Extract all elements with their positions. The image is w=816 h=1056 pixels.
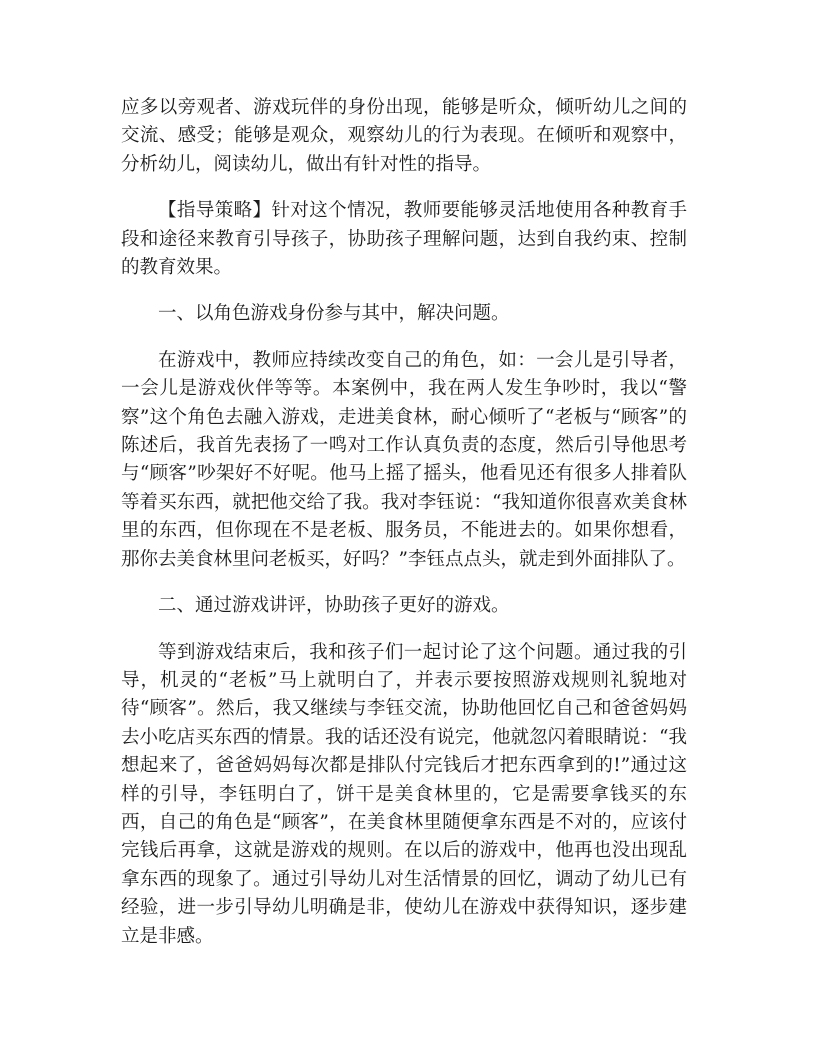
document-body (121, 94, 687, 969)
section-heading-1: 一、以角色游戏身份参与其中，解决问题。 (158, 303, 510, 325)
section-heading-2: 二、通过游戏讲评，协助孩子更好的游戏。 (158, 595, 510, 617)
paragraph-observation: 应多以旁观者、游戏玩伴的身份出现，能够是听众，倾听幼儿之间的交流、感受；能够是观众，观察幼儿的行为表现。在倾听和观察中，分析幼儿，阅读幼儿，做出有针对性的指导。 (121, 97, 687, 175)
paragraph-game-review: 等到游戏结束后，我和孩子们一起讨论了这个问题。通过我的引导，机灵的“老板”马上就明白了，并表示要按照游戏规则礼貌地对待“顾客”。然后，我又继续与李钰交流，协助他回忆自己和爸爸妈妈去小吃店买东西的情景。我的话还没有说完，他就忽闪着眼睛说：“我想起来了，爸爸妈妈每次都是排队付完钱后才把东西拿到的!”通过这样的引导，李钰明白了，饼干是美食林里的，它是需要拿钱买的东西，自己的角色是“顾客”，在美食林里随便拿东西是不对的，应该付完钱后再拿，这就是游戏的规则。在以后的游戏中，他再也没出现乱拿东西的现象了。通过引导幼儿对生活情景的回忆，调动了幼儿已有经验，进一步引导幼儿明确是非，使幼儿在游戏中获得知识，逐步建立是非感。 (121, 641, 687, 947)
paragraph-guidance-strategy: 【指导策略】针对这个情况，教师要能够灵活地使用各种教育手段和途径来教育引导孩子，协助孩子理解问题，达到自我约束、控制的教育效果。 (121, 200, 687, 279)
paragraph-role-play: 在游戏中，教师应持续改变自己的角色，如：一会儿是引导者，一会儿是游戏伙伴等等。本案例中，我在两人发生争吵时，我以“警察”这个角色去融入游戏，走进美食林，耐心倾听了“老板与“顾客”的陈述后，我首先表扬了一鸣对工作认真负责的态度，然后引导他思考与“顾客”吵架好不好呢。他马上摇了摇头，他看见还有很多人排着队等着买东西，就把他交给了我。我对李钰说：“我知道你很喜欢美食林里的东西，但你现在不是老板、服务员，不能进去的。如果你想看，那你去美食林里问老板买，好吗？”李钰点点头，就走到外面排队了。 (121, 349, 687, 570)
